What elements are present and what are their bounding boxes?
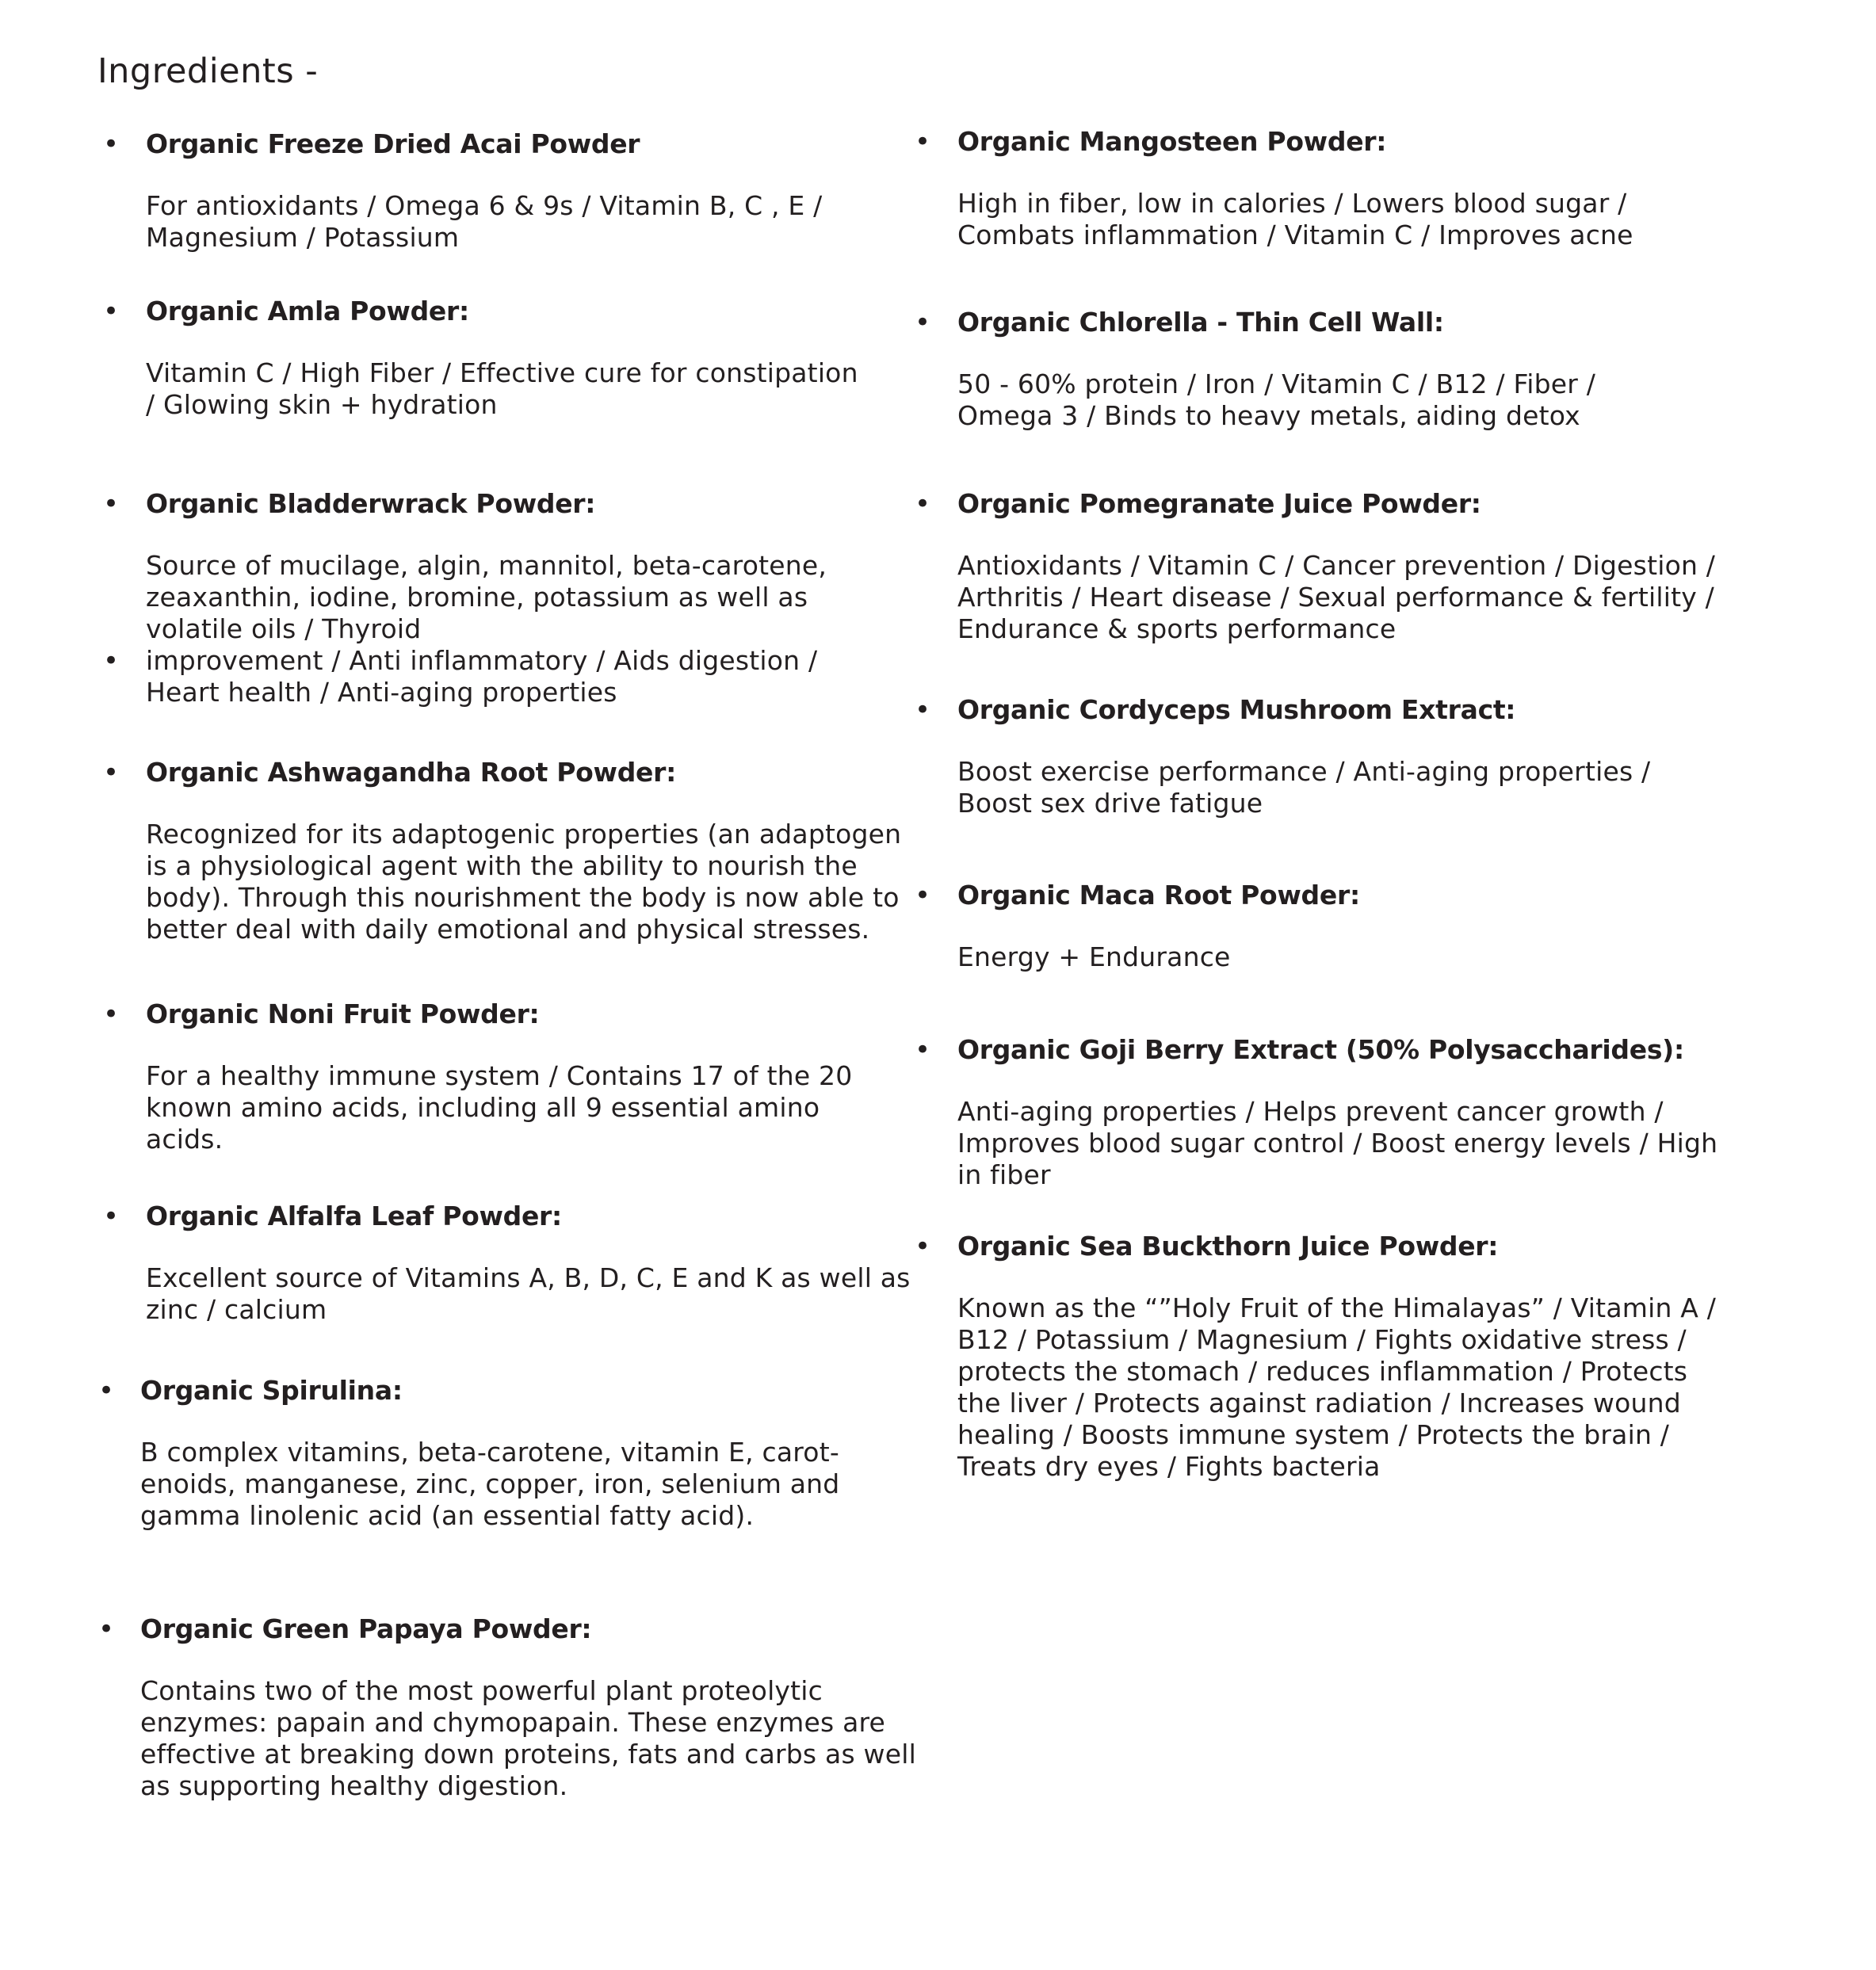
- bullet-icon: •: [103, 1201, 120, 1232]
- ingredient-description: Contains two of the most powerful plant proteolytic enzymes: papain and chymopapain. These enzymes are effective at breaking down proteins, fats and carbs as well as supporting healthy digestion.: [140, 1675, 916, 1801]
- ingredient-description: Anti-aging properties / Helps prevent cancer growth / Improves blood sugar control / Boost energy levels / High in fiber: [957, 1096, 1718, 1190]
- ingredient-name: Organic Cordyceps Mushroom Extract:: [957, 694, 1516, 725]
- page-title: Ingredients -: [97, 52, 319, 91]
- ingredient-description: Antioxidants / Vitamin C / Cancer prevention / Digestion / Arthritis / Heart disease / Sexual performance & fertility / Endurance & sports performance: [957, 550, 1716, 644]
- ingredient-name: Organic Sea Buckthorn Juice Powder:: [957, 1231, 1499, 1262]
- bullet-icon: •: [915, 694, 931, 726]
- bullet-icon: •: [103, 757, 120, 788]
- bullet-icon: •: [915, 1034, 931, 1066]
- bullet-icon: •: [103, 488, 120, 520]
- ingredient-description: For a healthy immune system / Contains 17 of the 20 known amino acids, including all 9 essential amino acids.: [146, 1060, 853, 1155]
- ingredient-description: 50 - 60% protein / Iron / Vitamin C / B12 / Fiber / Omega 3 / Binds to heavy metals, aiding detox: [957, 368, 1596, 431]
- bullet-icon: •: [915, 1231, 931, 1262]
- bullet-icon: •: [98, 1613, 115, 1645]
- bullet-icon: •: [103, 296, 120, 327]
- bullet-icon: •: [915, 488, 931, 520]
- ingredient-description: For antioxidants / Omega 6 & 9s / Vitamin B, C , E / Magnesium / Potassium: [146, 190, 823, 253]
- ingredient-name: Organic Alfalfa Leaf Powder:: [146, 1201, 562, 1231]
- ingredient-name: Organic Pomegranate Juice Powder:: [957, 488, 1481, 519]
- ingredient-name: Organic Mangosteen Powder:: [957, 126, 1387, 157]
- ingredient-name: Organic Goji Berry Extract (50% Polysaccharides):: [957, 1034, 1684, 1065]
- ingredient-name: Organic Amla Powder:: [146, 296, 469, 326]
- ingredient-description: Vitamin C / High Fiber / Effective cure for constipation / Glowing skin + hydration: [146, 357, 858, 420]
- ingredient-description: Known as the “”Holy Fruit of the Himalayas” / Vitamin A / B12 / Potassium / Magnesium / Fights oxidative stress / protects the stomach / reduces inflammation / Protects the liver / Protects against radiation / Increases wound healing / Boosts immune system / Protects the brain / Treats dry eyes / Fights bacteria: [957, 1292, 1717, 1482]
- ingredient-description: Excellent source of Vitamins A, B, D, C, E and K as well as zinc / calcium: [146, 1262, 911, 1325]
- bullet-icon: •: [103, 128, 120, 160]
- ingredient-description: Energy + Endurance: [957, 941, 1231, 972]
- ingredient-name: Organic Maca Root Powder:: [957, 880, 1360, 911]
- ingredient-description: Boost exercise performance / Anti-aging properties / Boost sex drive fatigue: [957, 756, 1651, 819]
- ingredient-description: Source of mucilage, algin, mannitol, beta-carotene, zeaxanthin, iodine, bromine, potassium as well as volatile oils / Thyroid improvement / Anti inflammatory / Aids digestion / Heart health / Anti-aging properties: [146, 550, 827, 708]
- ingredient-name: Organic Freeze Dried Acai Powder: [146, 128, 640, 159]
- ingredient-name: Organic Chlorella - Thin Cell Wall:: [957, 307, 1444, 338]
- bullet-icon: •: [915, 126, 931, 158]
- ingredient-description: Recognized for its adaptogenic properties (an adaptogen is a physiological agent with the ability to nourish the body). Through this nourishment the body is now able to better deal with daily emotional and physical stresses.: [146, 819, 902, 945]
- bullet-icon: •: [103, 998, 120, 1030]
- bullet-icon: •: [915, 880, 931, 911]
- ingredient-name: Organic Green Papaya Powder:: [140, 1613, 592, 1644]
- bullet-icon: •: [103, 645, 120, 677]
- ingredient-name: Organic Bladderwrack Powder:: [146, 488, 596, 519]
- ingredient-name: Organic Spirulina:: [140, 1375, 403, 1406]
- bullet-icon: •: [98, 1375, 115, 1407]
- ingredient-description: High in fiber, low in calories / Lowers blood sugar / Combats inflammation / Vitamin C / Improves acne: [957, 188, 1633, 250]
- ingredient-name: Organic Ashwagandha Root Powder:: [146, 757, 676, 788]
- bullet-icon: •: [915, 307, 931, 338]
- ingredient-description: B complex vitamins, beta-carotene, vitamin E, carot- enoids, manganese, zinc, copper, iron, selenium and gamma linolenic acid (an essential fatty acid).: [140, 1437, 840, 1531]
- ingredient-name: Organic Noni Fruit Powder:: [146, 998, 540, 1029]
